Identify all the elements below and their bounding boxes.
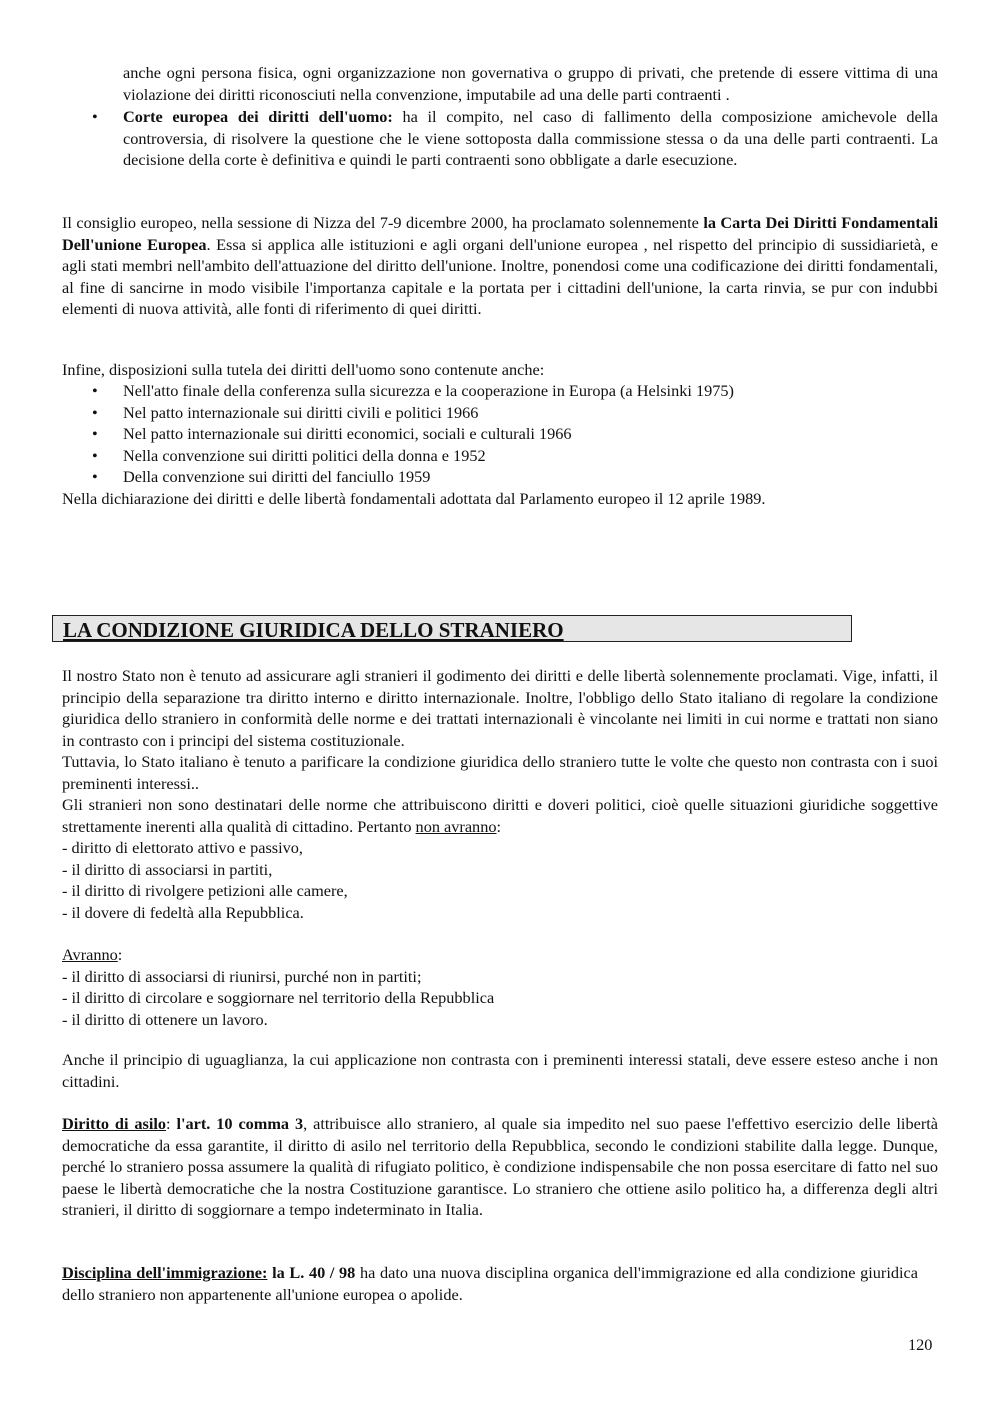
carta-text-after: . Essa si applica alle istituzioni e agli organi dell'unione europea , nel rispetto del principio di sussidiarietà, e agli stati membri nell'ambito dell'attuazione del diritto dell'unione. Inoltre, ponendosi come una codificazione dei diritti fondamentali, al fine di sancirne in modo visibile l'importanza capitale e la portata per i cittadini dell'unione, la carta rinvia, se pur con indubbi elementi di nuova attività, alle fonti di riferimento di quei diritti. <box>62 234 938 318</box>
immigrazione-label: Disciplina dell'immigrazione: <box>62 1263 268 1282</box>
section-heading <box>52 615 852 642</box>
avranno-label: Avranno <box>62 945 118 964</box>
section-title: LA CONDIZIONE GIURIDICA DELLO STRANIERO <box>63 618 564 642</box>
corte-europea-label: Corte europea dei diritti dell'uomo: <box>123 107 393 126</box>
list-item <box>62 466 938 488</box>
bullet-marker: • <box>92 107 98 126</box>
list-item-text: Nella convenzione sui diritti politici della donna e 1952 <box>123 445 486 465</box>
treaties-list <box>62 380 938 488</box>
immigrazione-paragraph <box>62 1262 918 1305</box>
dash-item: - il diritto di ottenere un lavoro. <box>62 1009 268 1029</box>
list-item-text: Nel patto internazionale sui diritti economici, sociali e culturali 1966 <box>123 424 572 443</box>
dash-item: - il diritto di circolare e soggiornare nel territorio della Repubblica <box>62 988 495 1007</box>
tuttavia-paragraph: Tuttavia, lo Stato italiano è tenuto a parificare la condizione giuridica dello straniero tutte le volte che questo non contrasta con i suoi preminenti interessi.. <box>62 752 938 793</box>
dash-item: - il diritto di associarsi di riunirsi, purché non in partiti; <box>62 966 422 986</box>
asilo-paragraph <box>62 1113 938 1221</box>
stranieri-paragraph <box>62 794 938 837</box>
carta-text-before: Il consiglio europeo, nella sessione di Nizza del 7-9 dicembre 2000, ha proclamato solennemente <box>62 213 704 232</box>
uguaglianza-paragraph: Anche il principio di uguaglianza, la cui applicazione non contrasta con i preminenti interessi statali, deve essere esteso anche i non cittadini. <box>62 1050 938 1091</box>
carta-paragraph <box>62 212 938 320</box>
asilo-article: l'art. 10 comma 3 <box>176 1114 304 1133</box>
infine-intro: Infine, disposizioni sulla tutela dei diritti dell'uomo sono contenute anche: <box>62 360 545 379</box>
immigrazione-text: ha dato una nuova disciplina organica dell'immigrazione ed alla condizione giuridica dello straniero non appartenente all'unione europea o apolide. <box>62 1263 918 1304</box>
bullet-marker: • <box>92 445 98 465</box>
list-item <box>62 402 938 424</box>
asilo-separator: : <box>166 1114 177 1133</box>
corte-europea-text: ha il compito, nel caso di fallimento della composizione amichevole della controversia, di risolvere la questione che le viene sottoposta dalla commissione stessa o da una delle parti contraenti. La decisione della corte è definitiva e quindi le parti contraenti sono obbligate a darle esecuzione. <box>123 107 938 169</box>
list-item-text: Della convenzione sui diritti del fanciullo 1959 <box>123 467 431 486</box>
asilo-text: , attribuisce allo straniero, al quale sia impedito nel suo paese l'effettivo esercizio delle libertà democratiche da essa garantite, il diritto di asilo nel territorio della Repubblica, secondo le condizioni stabilite dalla legge. Dunque, perché lo straniero possa assumere la qualità di rifugiato politico, è condizione indispensabile che non possa esercitare di fatto nel suo paese le libertà democratiche che la nostra Costituzione garantisce. Lo straniero che ottiene asilo politico ha, a differenza degli altri stranieri, il diritto di soggiornare a tempo indeterminato in Italia. <box>62 1114 938 1219</box>
bullet-marker: • <box>92 402 98 422</box>
stato-paragraph: Il nostro Stato non è tenuto ad assicurare agli stranieri il godimento dei diritti e delle libertà solennemente proclamati. Vige, infatti, il principio della separazione tra diritto interno e diritto internazionale. Inoltre, l'obbligo dello Stato italiano di regolare la condizione giuridica dello straniero in conformità delle norme e dei trattati internazionali è vincolante nei limiti in cui norme e trattati non siano in contrasto con i principi del sistema costituzionale. <box>62 666 938 750</box>
immigrazione-law: la L. 40 / 98 <box>267 1263 356 1282</box>
carta-title: la Carta Dei Diritti Fondamentali Dell'unione Europea <box>62 213 939 254</box>
bullet-marker: • <box>92 381 98 400</box>
list-item <box>62 423 938 445</box>
non-avranno-label: non avranno <box>415 816 497 836</box>
dash-item: - diritto di elettorato attivo e passivo, <box>62 838 303 857</box>
stranieri-text: Gli stranieri non sono destinatari delle norme che attribuiscono diritti e doveri politici, cioè quelle situazioni giuridiche soggettive strettamente inerenti alla qualità di cittadino. Pertanto <box>62 795 938 836</box>
dichiarazione-line: Nella dichiarazione dei diritti e delle libertà fondamentali adottata dal Parlamento europeo il 12 aprile 1989. <box>62 489 766 508</box>
dash-item: - il diritto di rivolgere petizioni alle camere, <box>62 881 348 900</box>
asilo-label: Diritto di asilo <box>62 1114 167 1133</box>
page-number: 120 <box>908 1335 933 1354</box>
dash-item: - il diritto di associarsi in partiti, <box>62 859 273 879</box>
list-item-text: Nell'atto finale della conferenza sulla sicurezza e la cooperazione in Europa (a Helsinki 1975) <box>123 381 734 400</box>
corte-europea-item <box>123 106 938 171</box>
avranno-colon: : <box>117 945 123 964</box>
list-item <box>62 380 938 402</box>
list-item <box>62 445 938 467</box>
bullet-marker: • <box>92 424 98 443</box>
avranno-block <box>62 944 938 1030</box>
straniero-section-body <box>62 665 938 923</box>
dash-item: - il dovere di fedeltà alla Repubblica. <box>62 902 304 922</box>
stranieri-colon: : <box>496 816 502 836</box>
avranno-heading <box>62 944 938 966</box>
convention-continuation: anche ogni persona fisica, ogni organizzazione non governativa o gruppo di privati, che pretende di essere vittima di una violazione dei diritti riconosciuti nella convenzione, imputabile ad una delle parti contraenti . <box>123 63 938 104</box>
bullet-marker: • <box>92 467 98 486</box>
list-item-text: Nel patto internazionale sui diritti civili e politici 1966 <box>123 402 479 422</box>
